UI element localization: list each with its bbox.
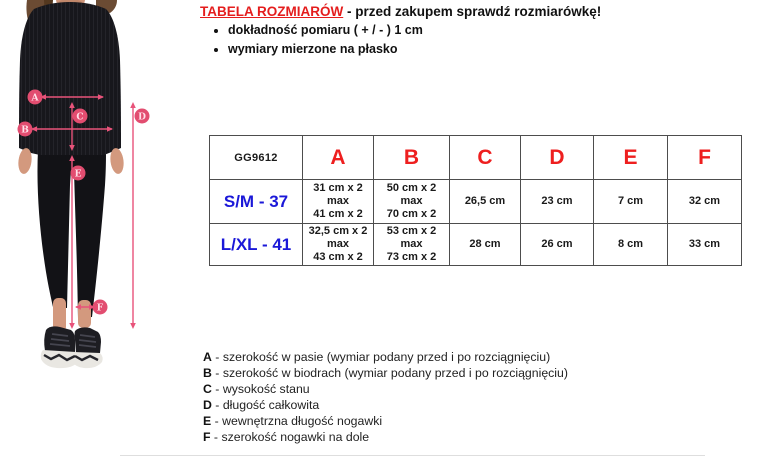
legend-item-d: D - długość całkowita: [203, 398, 320, 412]
cell-sm-b: 50 cm x 2 max 70 cm x 2: [374, 180, 450, 224]
svg-text:A: A: [31, 93, 39, 104]
page-title-rest: - przed zakupem sprawdź rozmiarówkę!: [343, 4, 602, 19]
marker-f-badge: [93, 300, 108, 315]
legend-item-f: F - szerokość nogawki na dole: [203, 430, 370, 444]
measurement-legend: [203, 349, 568, 445]
svg-text:E: E: [74, 169, 82, 180]
marker-e-badge: [71, 166, 86, 181]
marker-b-badge: [18, 122, 33, 137]
cell-sm-d: 23 cm: [521, 180, 594, 224]
page-title: [200, 4, 601, 19]
size-table: [209, 135, 742, 266]
cell-lxl-a: 32,5 cm x 2 max 43 cm x 2: [303, 224, 374, 266]
marker-a-badge: [28, 90, 43, 105]
sneakers: [41, 326, 103, 368]
svg-text:C: C: [76, 112, 84, 123]
svg-text:B: B: [21, 125, 29, 136]
column-b-header: B: [374, 136, 450, 180]
column-e-header: E: [594, 136, 668, 180]
model-photo-svg: [0, 0, 170, 380]
model-code-cell: GG9612: [210, 136, 303, 180]
cell-lxl-f: 33 cm: [668, 224, 742, 266]
cell-lxl-d: 26 cm: [521, 224, 594, 266]
cell-lxl-e: 8 cm: [594, 224, 668, 266]
legend-item-e: E - wewnętrzna długość nogawki: [203, 414, 383, 428]
page-title-highlight: TABELA ROZMIARÓW: [200, 4, 344, 19]
column-f-header: F: [668, 136, 742, 180]
column-a-header: A: [303, 136, 374, 180]
cell-sm-a: 31 cm x 2 max 41 cm x 2: [303, 180, 374, 224]
size-label-sm: S/M - 37: [210, 180, 303, 224]
cell-sm-e: 7 cm: [594, 180, 668, 224]
size-table-header-row: [210, 136, 742, 180]
cell-sm-c: 26,5 cm: [450, 180, 521, 224]
legend-item-a: A - szerokość w pasie (wymiar podany przed i po rozciągnięciu): [203, 350, 551, 364]
bottom-divider: [120, 455, 705, 456]
size-row-sm: [210, 180, 742, 224]
legend-item-b: B - szerokość w biodrach (wymiar podany przed i po rozciągnięciu): [203, 366, 568, 380]
cell-lxl-b: 53 cm x 2 max 73 cm x 2: [374, 224, 450, 266]
model-photo: [0, 0, 170, 380]
cell-lxl-c: 28 cm: [450, 224, 521, 266]
size-row-lxl: [210, 224, 742, 266]
measurement-notes: [206, 23, 423, 61]
sweater: [19, 2, 121, 155]
note-item: • dokładność pomiaru ( + / - ) 1 cm: [228, 23, 423, 38]
marker-d-badge: [135, 109, 150, 124]
marker-c-badge: [73, 109, 88, 124]
note-item: • wymiary mierzone na płasko: [228, 42, 423, 57]
column-d-header: D: [521, 136, 594, 180]
svg-text:F: F: [96, 303, 104, 314]
column-c-header: C: [450, 136, 521, 180]
legend-item-c: C - wysokość stanu: [203, 382, 310, 396]
cell-sm-f: 32 cm: [668, 180, 742, 224]
size-label-lxl: L/XL - 41: [210, 224, 303, 266]
svg-text:D: D: [138, 112, 146, 123]
